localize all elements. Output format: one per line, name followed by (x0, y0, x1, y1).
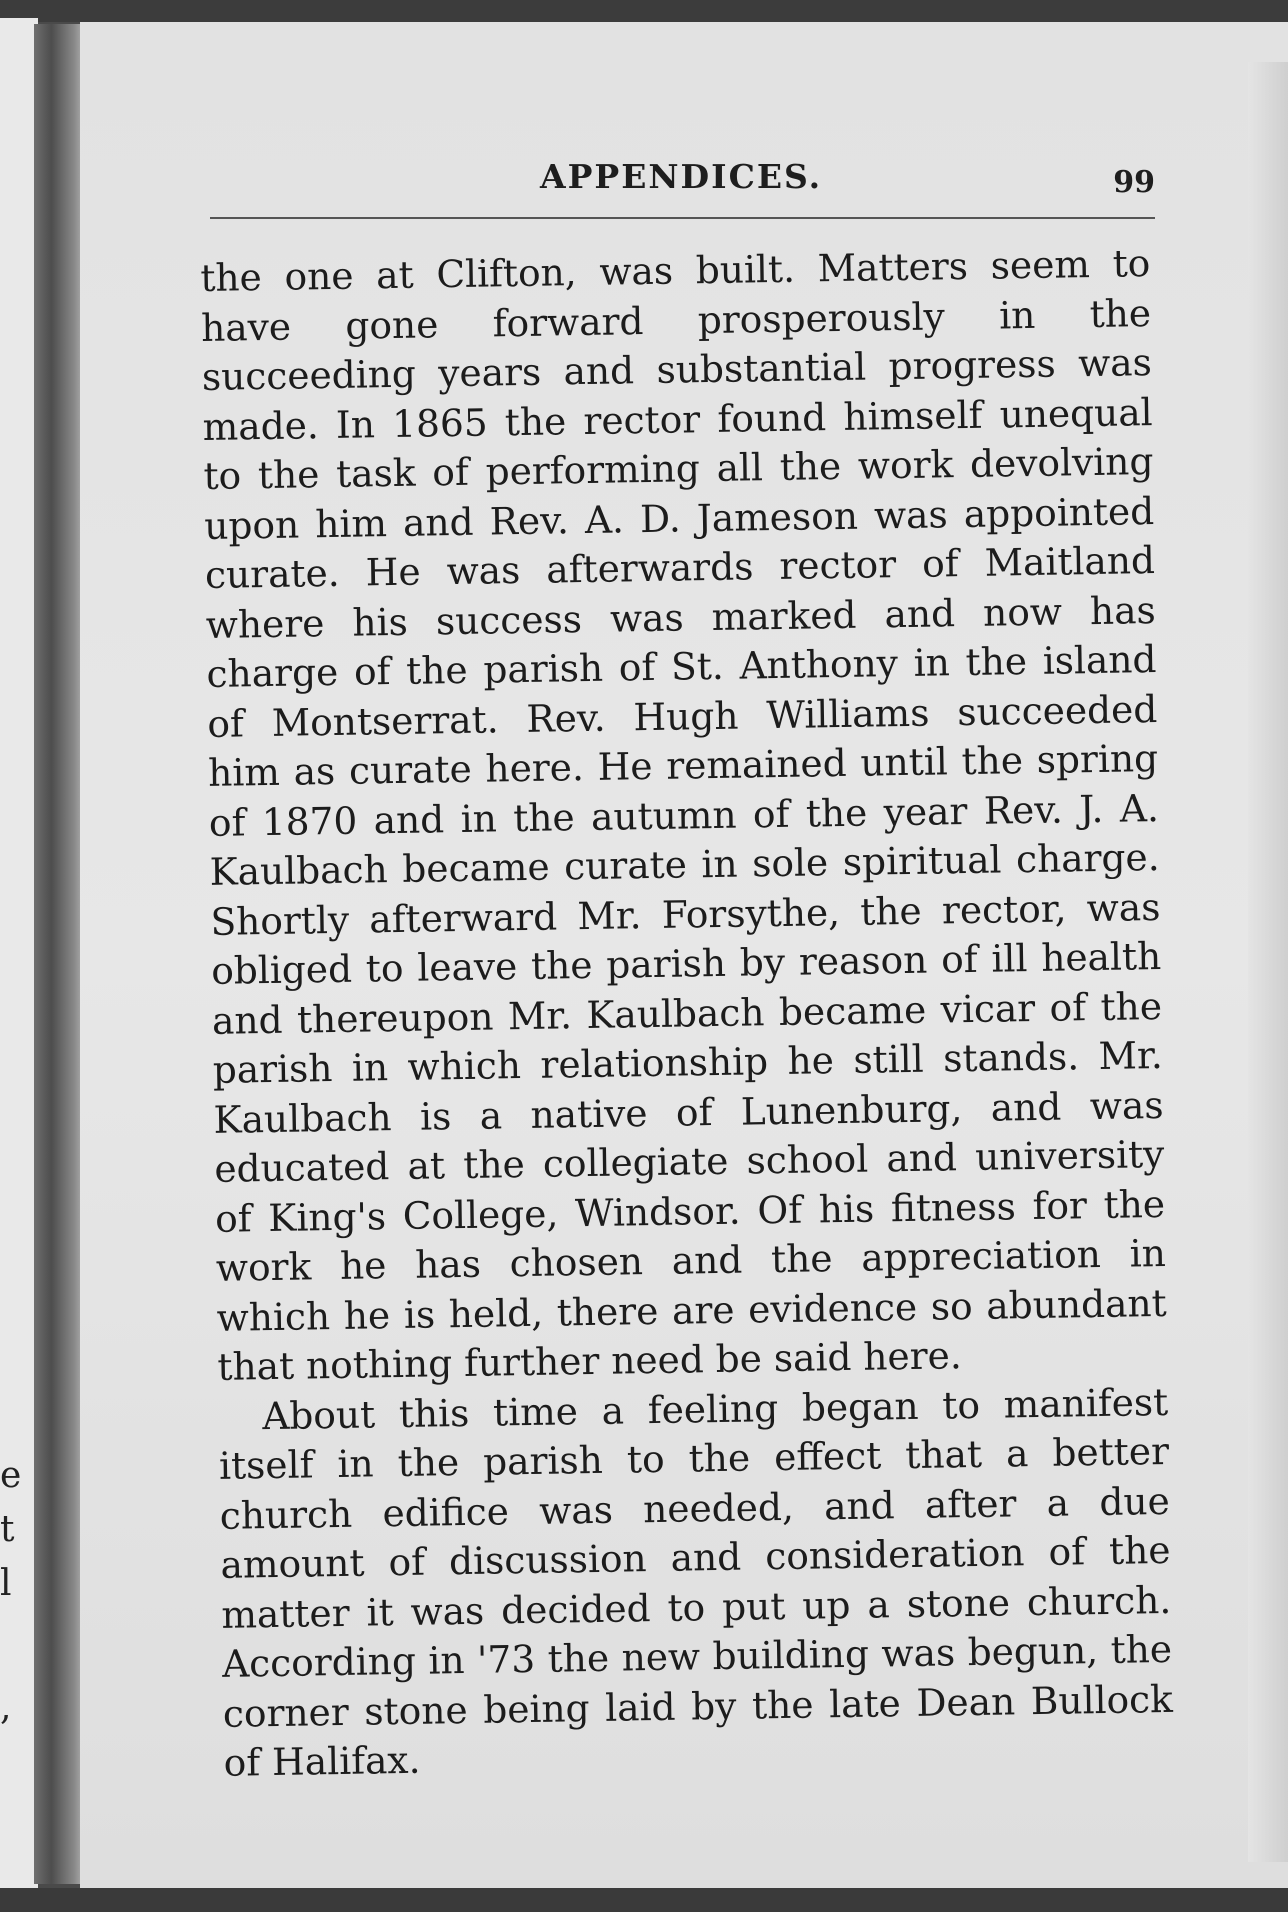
running-head (210, 157, 1155, 217)
paragraph: the one at Clifton, was built. Matters seem to have gone forward prosperously in the succeeding years and substantial progress was made. In 1865 the rector found himself unequal to the task of performing all the work devolving upon him and Rev. A. D. Jameson was appointed curate. He was afterwards rector of Maitland where his success was marked and now has charge of the parish of St. Anthony in the island of Montserrat. Rev. Hugh Williams succeeded him as curate here. He remained until the spring of 1870 and in the autumn of the year Rev. J. A. Kaulbach became curate in sole spiritual charge. Shortly afterward Mr. Forsythe, the rector, was obliged to leave the parish by reason of ill health and thereupon Mr. Kaulbach became vicar of the parish in which relationship he still stands. Mr. Kaulbach is a native of Lunenburg, and was educated at the collegiate school and university of King's College, Windsor. Of his fitness for the work he has chosen and the appreciation in which he is held, there are evidence so abundant that nothing further need be said here. (200, 241, 1167, 1389)
scan-top-edge (0, 0, 1288, 22)
page-number: 99 (1113, 165, 1155, 200)
facing-page-fragment: e (0, 1455, 22, 1496)
facing-page-fragment: , (0, 1687, 12, 1728)
page-edge-shadow (1248, 62, 1288, 1862)
paragraph: About this time a feeling began to manifest itself in the parish to the effect that a better church edifice was needed, and after a due amount of discussion and consideration of the matter it was decided to put up a stone church. According in '73 the new building was begun, the corner stone being laid by the late Dean Bullock of Halifax. (218, 1379, 1174, 1785)
body-text (200, 239, 1174, 1788)
running-title: APPENDICES. (540, 157, 823, 196)
header-rule (210, 217, 1155, 219)
scan-bottom-edge (0, 1888, 1288, 1912)
facing-page-fragment: l (0, 1563, 12, 1604)
facing-page-fragment: t (0, 1509, 15, 1550)
facing-page-edge (0, 18, 38, 1888)
